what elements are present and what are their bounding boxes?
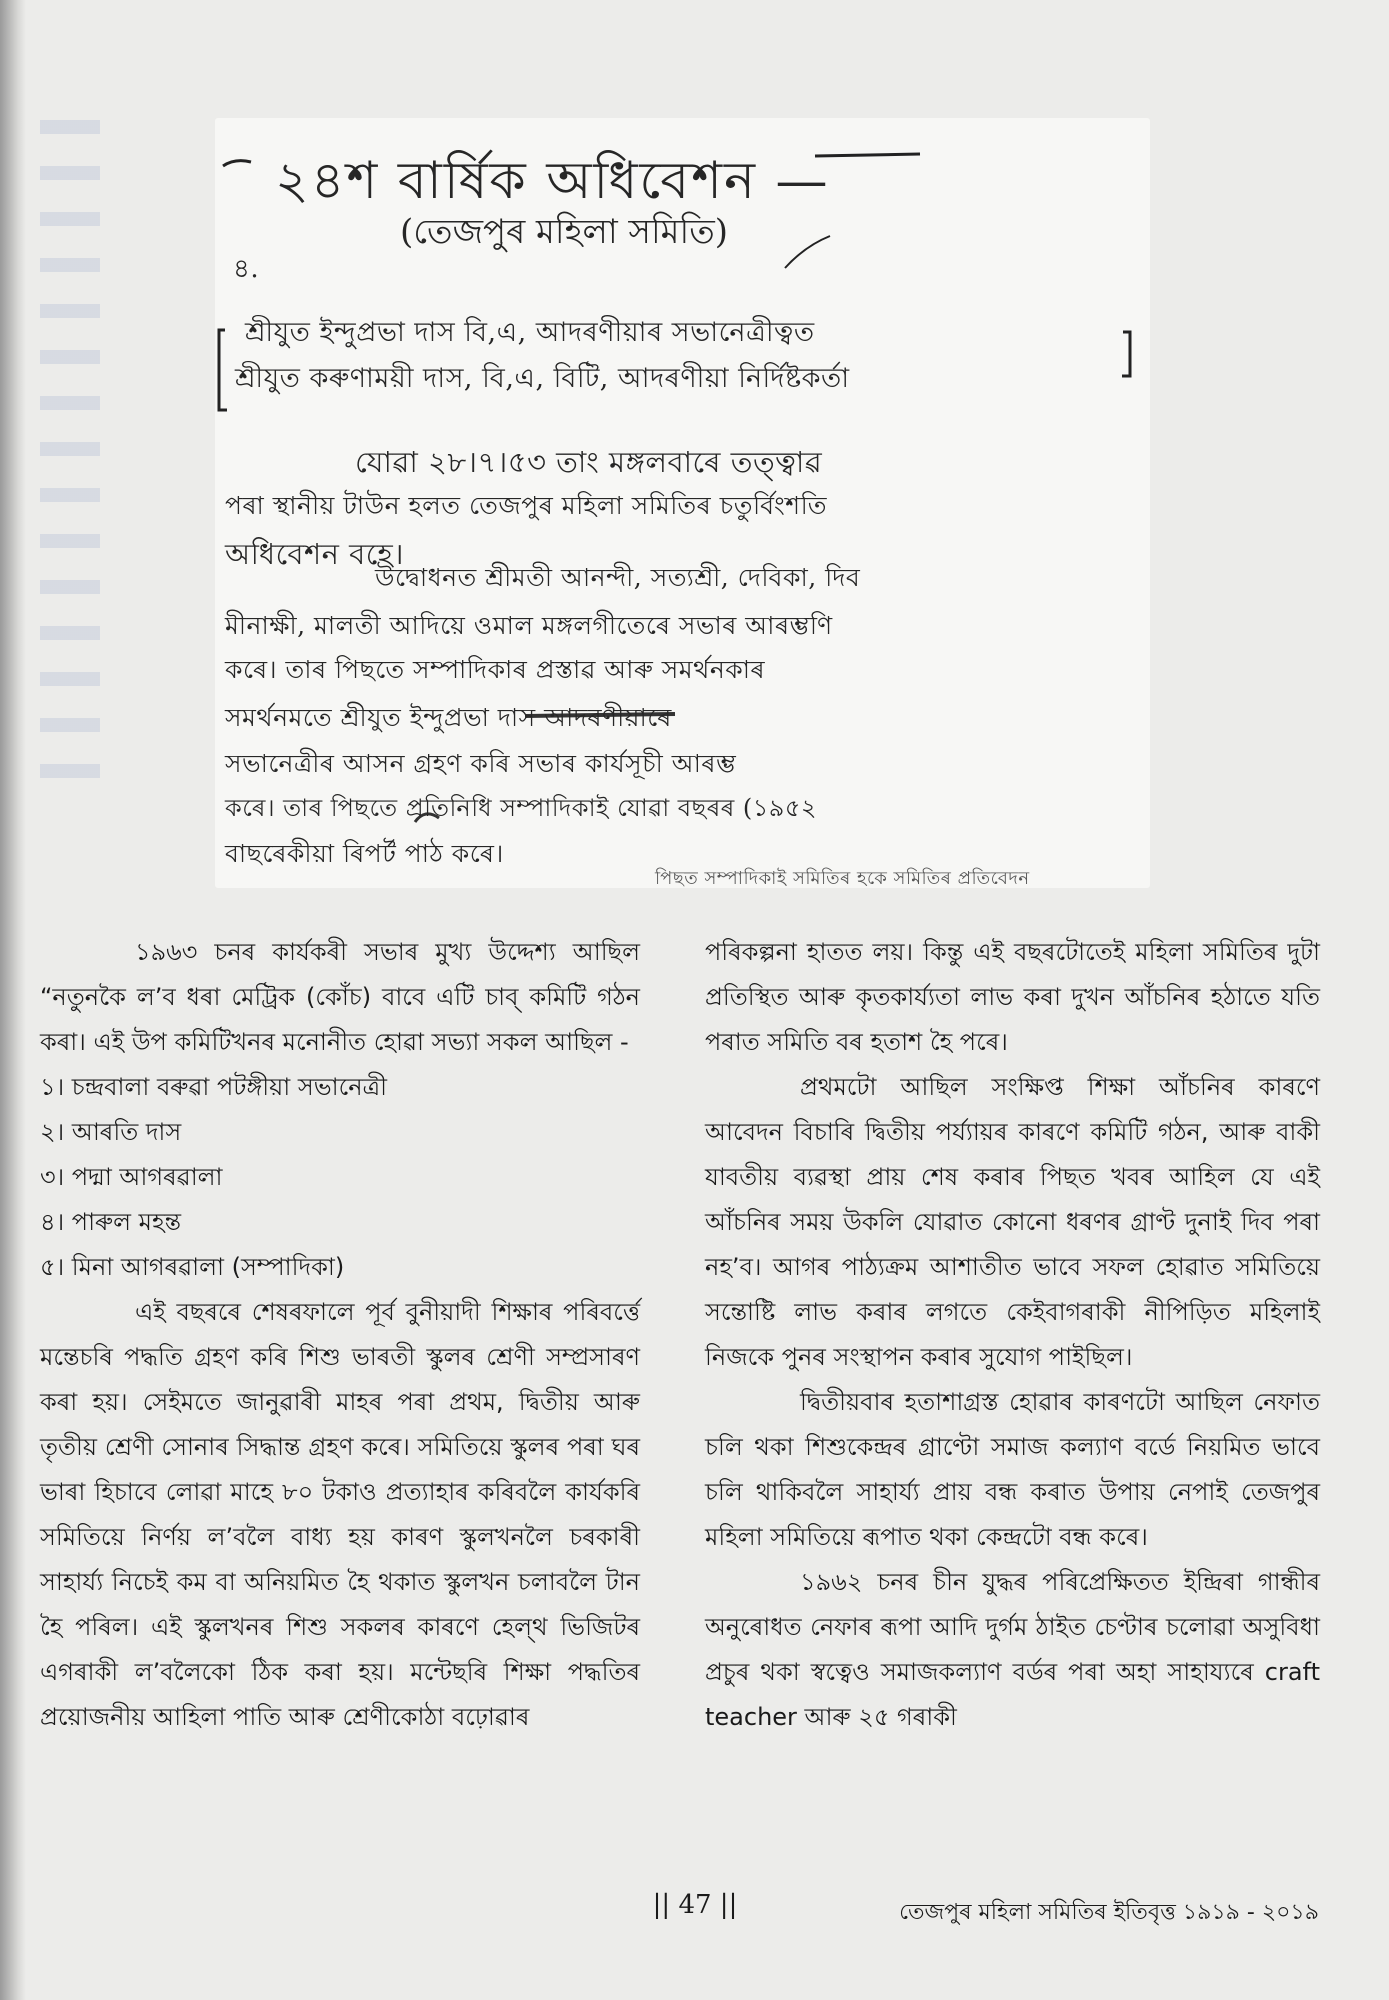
manuscript-line: পৰা স্থানীয় টাউন হলত তেজপুৰ মহিলা সমিতিৰ চতুৰ্বিংশতি: [225, 491, 827, 520]
paragraph: প্ৰথমটো আছিল সংক্ষিপ্ত শিক্ষা আঁচনিৰ কাৰণে আবেদন বিচাৰি দ্বিতীয় পৰ্য্যায়ৰ কাৰণে কমিটি গঠন, আৰু বাকী যাবতীয় ব্যৱস্থা প্ৰায় শেষ কৰাৰ পিছত খবৰ আহিল যে এই আঁচনিৰ সময় উকলি যোৱাত কোনো ধৰণৰ গ্ৰাণ্ট দুনাই দিব পৰা নহ’ব। আগৰ পাঠ্যক্ৰম আশাতীত ভাবে সফল হোৱাত সমিতিয়ে সন্তোষ্টি লাভ কৰাৰ লগতে কেইবাগৰাকী নীপিড়িত মহিলাই নিজকে পুনৰ সংস্থাপন কৰাৰ সুযোগ পাইছিল।: [705, 1073, 1320, 1371]
paragraph: ১৯৬২ চনৰ চীন যুদ্ধৰ পৰিপ্ৰেক্ষিতত ইন্দ্ৰিৰা গান্ধীৰ অনুৰোধত নেফাৰ ৰূপা আদি দুৰ্গম ঠাইত চেণ্টাৰ চলোৱা অসুবিধা প্ৰচুৰ থকা স্বত্বেও সমাজকল্যাণ বৰ্ডৰ পৰা অহা সাহায্যৰে craft teacher আৰু ২৫ গৰাকী: [705, 1568, 1320, 1731]
manuscript-line: কৰে। তাৰ পিছতে প্ৰতিনিধি সম্পাদিকাই যোৱা বছৰৰ (১৯৫২: [225, 794, 818, 822]
paragraph: এই বছৰৰে শেষৰফালে পূৰ্ব বুনীয়াদী শিক্ষাৰ পৰিবৰ্ত্তে মন্তেচৰি পদ্ধতি গ্ৰহণ কৰি শিশু ভাৰতী স্কুলৰ শ্ৰেণী সম্প্ৰসাৰণ কৰা হয়। সেইমতে জানুৱাৰী মাহৰ পৰা প্ৰথম, দ্বিতীয় আৰু তৃতীয় শ্ৰেণী সোনাৰ সিদ্ধান্ত গ্ৰহণ কৰে। সমিতিয়ে স্কুলৰ পৰা ঘৰ ভাৰা হিচাবে লোৱা মাহে ৮০ টকাও প্ৰত্যাহাৰ কৰিবলৈ কাৰ্যকৰি সমিতিয়ে নিৰ্ণয় ল’বলৈ বাধ্য হয় কাৰণ স্কুলখনলৈ চৰকাৰী সাহাৰ্য্য নিচেই কম বা অনিয়মিত হৈ থকাত স্কুলখন চলাবলৈ টান হৈ পৰিল। এই স্কুলখনৰ শিশু সকলৰ কাৰণে হেল্থ ভিজিটৰ এগৰাকী ল’বলৈকো ঠিক কৰা হয়। মন্টেছৰি শিক্ষা পদ্ধতিৰ প্ৰয়োজনীয় আহিলা পাতি আৰু শ্ৰেণীকোঠা বঢ়োৱাৰ: [40, 1298, 640, 1731]
bleed-through-text: [40, 120, 100, 800]
list-item: ১। চন্দ্ৰবালা বৰুৱা পটঙ্গীয়া সভানেত্ৰী: [40, 1073, 388, 1101]
manuscript-subtitle: (তেজপুৰ মহিলা সমিতি): [400, 212, 729, 252]
paragraph: দ্বিতীয়বাৰ হতাশাগ্ৰস্ত হোৱাৰ কাৰণটো আছিল নেফাত চলি থকা শিশুকেন্দ্ৰৰ গ্ৰাণ্টো সমাজ কল্যাণ বৰ্ডে নিয়মিত ভাবে চলি থাকিবলৈ সাহাৰ্য্য প্ৰায় বন্ধ কৰাত উপায় নেপাই তেজপুৰ মহিলা সমিতিয়ে ৰূপাত থকা কেন্দ্ৰটো বন্ধ কৰে।: [705, 1388, 1320, 1551]
list-item: ৫। মিনা আগৰৱালা (সম্পাদিকা): [40, 1253, 345, 1281]
manuscript-box-line: শ্ৰীযুত ইন্দুপ্ৰভা দাস বি,এ, আদৰণীয়াৰ সভানেত্ৰীত্বত: [245, 317, 815, 348]
manuscript-line: মীনাক্ষী, মালতী আদিয়ে ওমাল মঙ্গলগীতেৰে সভাৰ আৰম্ভণি: [225, 611, 833, 640]
running-footer-title: তেজপুৰ মহিলা সমিতিৰ ইতিবৃত্ত ১৯১৯ - ২০১৯: [899, 1900, 1319, 1925]
manuscript-line: সমৰ্থনমতে শ্ৰীযুত ইন্দুপ্ৰভা দাস আদৰণীয়াৰে: [225, 703, 672, 732]
manuscript-line: কৰে। তাৰ পিছতে সম্পাদিকাৰ প্ৰস্তাৱ আৰু সমৰ্থনকাৰ: [225, 655, 766, 684]
manuscript-line: অধিবেশন বহে।: [225, 537, 405, 571]
manuscript-margin-mark: ৪.: [233, 254, 260, 284]
list-item: ৩। পদ্মা আগৰৱালা: [40, 1163, 223, 1191]
manuscript-line-cut: পিছত সম্পাদিকাই সমিতিৰ হকে সমিতিৰ প্ৰতিবেদন: [655, 868, 1030, 889]
handwritten-manuscript-image: [215, 118, 1150, 888]
manuscript-title: ২৪শ বাৰ্ষিক অধিবেশন —: [275, 151, 830, 211]
page-number: || 47 ||: [652, 1890, 738, 1920]
right-text-column: [705, 930, 1320, 1740]
manuscript-line: উদ্বোধনত শ্ৰীমতী আনন্দী, সত্যশ্ৰী, দেবিকা, দিব: [375, 563, 861, 592]
paragraph: ১৯৬৩ চনৰ কাৰ্যকৰী সভাৰ মুখ্য উদ্দেশ্য আছিল “নতুনকৈ ল’ব ধৰা মেট্ৰিক (কোঁচ) বাবে এটি চাব্ কমিটি গঠন কৰা। এই উপ কমিটিখনৰ মনোনীত হোৱা সভ্যা সকল আছিল -: [40, 938, 640, 1056]
paragraph: পৰিকল্পনা হাতত লয়। কিন্তু এই বছৰটোতেই মহিলা সমিতিৰ দুটা প্ৰতিস্থিত আৰু কৃতকাৰ্য্যতা লাভ কৰা দুখন আঁচনিৰ হঠাতে যতি পৰাত সমিতি বৰ হতাশ হৈ পৰে।: [705, 938, 1320, 1056]
manuscript-line: বাছৰেকীয়া ৰিপৰ্ট পাঠ কৰে।: [225, 839, 504, 868]
manuscript-line: সভানেত্ৰীৰ আসন গ্ৰহণ কৰি সভাৰ কাৰ্যসূচী আৰম্ভ: [225, 749, 737, 778]
list-item: ২। আৰতি দাস: [40, 1118, 182, 1146]
page-gutter-shadow: [0, 0, 26, 2000]
manuscript-line: যোৱা ২৮।৭।৫৩ তাং মঙ্গলবাৰে তত্ত্বাৱ: [355, 445, 823, 479]
manuscript-box-line: শ্ৰীযুত কৰুণাময়ী দাস, বি,এ, বিটি, আদৰণীয়া নিৰ্দিষ্টকৰ্তা: [235, 363, 850, 394]
left-text-column: [40, 930, 640, 1740]
list-item: ৪। পাৰুল মহন্ত: [40, 1208, 182, 1236]
